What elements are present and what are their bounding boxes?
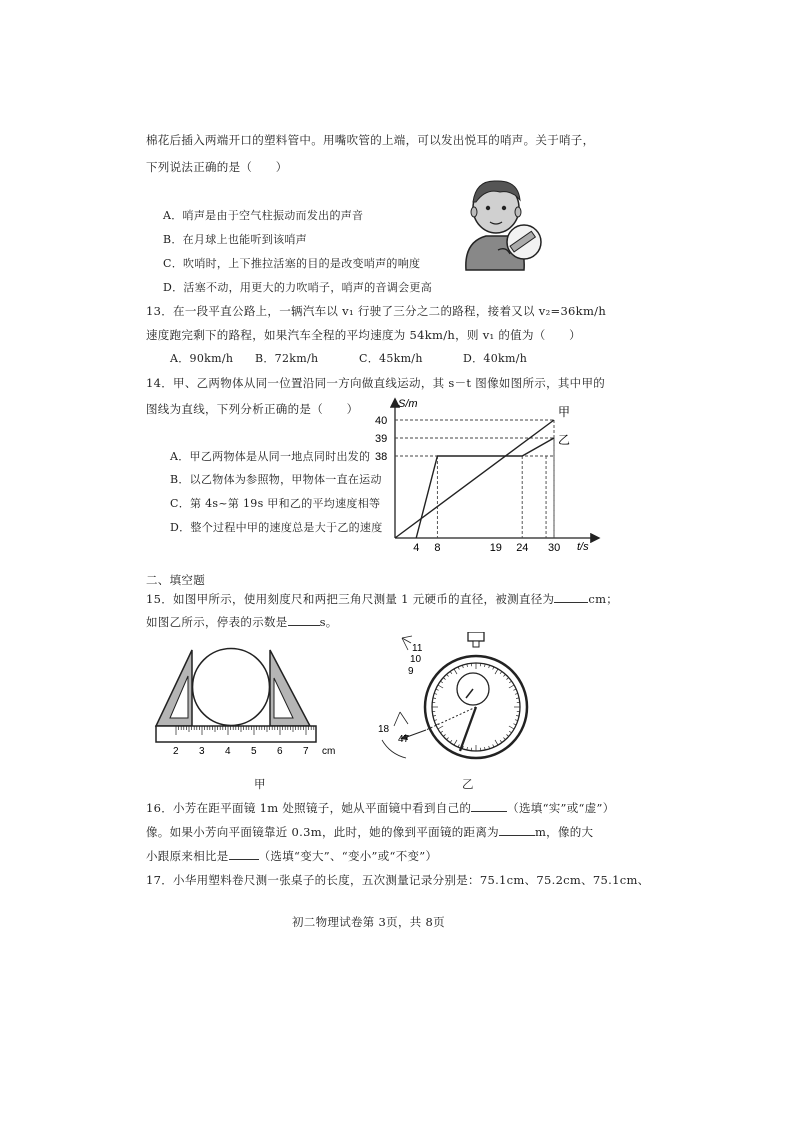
- q12-option-b: B．在月球上也能听到该哨声: [163, 233, 307, 246]
- series-line-jia: [395, 420, 554, 538]
- x-tick-label: 30: [548, 542, 561, 554]
- q14-option-c: C．第 4s~第 19s 甲和乙的平均速度相等: [170, 497, 381, 510]
- q15-blank-diameter[interactable]: [554, 591, 588, 603]
- q14-option-a: A．甲乙两物体是从同一地点同时出发的: [170, 450, 371, 463]
- x-tick-label: 8: [434, 542, 441, 554]
- q15-text-1b: cm；: [588, 592, 619, 606]
- q16-line2: [146, 824, 593, 839]
- q16-line1: [146, 800, 615, 815]
- y-tick-label: 38: [375, 451, 388, 463]
- y-tick-label: 39: [375, 433, 388, 445]
- dial-label-9: 9: [408, 666, 414, 677]
- q16-line3: [146, 848, 437, 863]
- series-line-yi: [416, 438, 554, 538]
- q16-blank-image-type[interactable]: [471, 800, 507, 812]
- dial-label-10: 10: [410, 654, 422, 665]
- q15-text-2a: 如图乙所示，停表的示数是: [146, 615, 288, 629]
- q13-option-a: A．90km/h: [170, 352, 234, 365]
- st-graph: [360, 392, 610, 554]
- q13-line1: 13．在一段平直公路上，一辆汽车以 v₁ 行驶了三分之二的路程，接着又以 v₂=36km/h: [146, 304, 607, 318]
- series-label: 甲: [558, 405, 571, 419]
- q12-option-a: A．哨声是由于空气柱振动而发出的声音: [163, 209, 364, 222]
- q16-text-3a: 小跟原来相比是: [146, 849, 229, 863]
- q12-line2: 下列说法正确的是（ ）: [146, 160, 288, 174]
- section-title: 二、填空题: [146, 573, 205, 587]
- dial-label-47: 47: [398, 734, 410, 745]
- ruler-label: 6: [277, 746, 283, 757]
- ruler-label: 5: [251, 746, 257, 757]
- stopwatch-figure: [372, 632, 542, 766]
- x-tick-label: 4: [413, 542, 420, 554]
- ruler-label: 4: [225, 746, 231, 757]
- ruler-label: 3: [199, 746, 205, 757]
- q16-text-1a: 16．小芳在距平面镜 1m 处照镜子，她从平面镜中看到自己的: [146, 801, 472, 815]
- y-tick-label: 40: [375, 415, 388, 427]
- q13-line2: 速度跑完剩下的路程，如果汽车全程的平均速度为 54km/h，则 v₁ 的值为（ ）: [146, 328, 581, 342]
- dial-label-11: 11: [412, 643, 423, 654]
- x-tick-label: 24: [516, 542, 529, 554]
- x-tick-label: 19: [489, 542, 502, 554]
- ruler-label: 2: [173, 746, 179, 757]
- q15-line1: [146, 591, 618, 606]
- q12-line1: 棉花后插入两端开口的塑料管中。用嘴吹管的上端，可以发出悦耳的哨声。关于哨子，: [146, 133, 595, 147]
- q15-text-1a: 15．如图甲所示，使用刻度尺和两把三角尺测量 1 元硬币的直径，被测直径为: [146, 592, 555, 606]
- q16-text-2a: 像。如果小芳向平面镜靠近 0.3m，此时，她的像到平面镜的距离为: [146, 825, 499, 839]
- caption-jia: 甲: [254, 777, 266, 791]
- q15-blank-stopwatch[interactable]: [288, 614, 320, 626]
- q12-option-c: C．吹哨时，上下推拉活塞的目的是改变哨声的响度: [163, 257, 421, 270]
- q16-text-3b: （选填“变大”、“变小”或“不变”）: [258, 849, 438, 863]
- page-footer: 初二物理试卷第 3页，共 8页: [292, 915, 445, 929]
- coin: [193, 649, 270, 726]
- q13-option-d: D．40km/h: [463, 352, 528, 365]
- y-axis-label: S/m: [398, 398, 418, 410]
- q14-option-b: B．以乙物体为参照物，甲物体一直在运动: [170, 473, 382, 486]
- ruler-label: 7: [303, 746, 309, 757]
- q16-text-2b: m，像的大: [534, 825, 594, 839]
- q16-blank-size[interactable]: [229, 848, 259, 860]
- caption-yi: 乙: [462, 777, 474, 791]
- q14-line2: 图线为直线，下列分析正确的是（ ）: [146, 402, 359, 416]
- dial-label-18: 18: [378, 724, 390, 735]
- q16-text-1b: （选填“实”或“虚”）: [507, 801, 615, 815]
- boy-whistle-illustration: [438, 170, 548, 274]
- q13-option-b: B．72km/h: [255, 352, 319, 365]
- series-label: 乙: [558, 433, 571, 447]
- ruler-unit: cm: [322, 746, 336, 757]
- q13-option-c: C．45km/h: [359, 352, 423, 365]
- ruler-coin-figure: [150, 644, 350, 764]
- q17-line1: 17．小华用塑料卷尺测一张桌子的长度，五次测量记录分别是：75.1cm、75.2cm、75.1cm、: [146, 873, 650, 887]
- q12-option-d: D．活塞不动，用更大的力吹哨子，哨声的音调会更高: [163, 281, 433, 294]
- q14-line1: 14．甲、乙两物体从同一位置沿同一方向做直线运动，其 s－t 图像如图所示，其中甲的: [146, 376, 606, 390]
- q15-text-2b: s。: [319, 615, 338, 629]
- q15-line2: [146, 614, 338, 629]
- q16-blank-distance[interactable]: [499, 824, 535, 836]
- q14-option-d: D．整个过程中甲的速度总是大于乙的速度: [170, 521, 383, 534]
- x-axis-label: t/s: [577, 541, 589, 553]
